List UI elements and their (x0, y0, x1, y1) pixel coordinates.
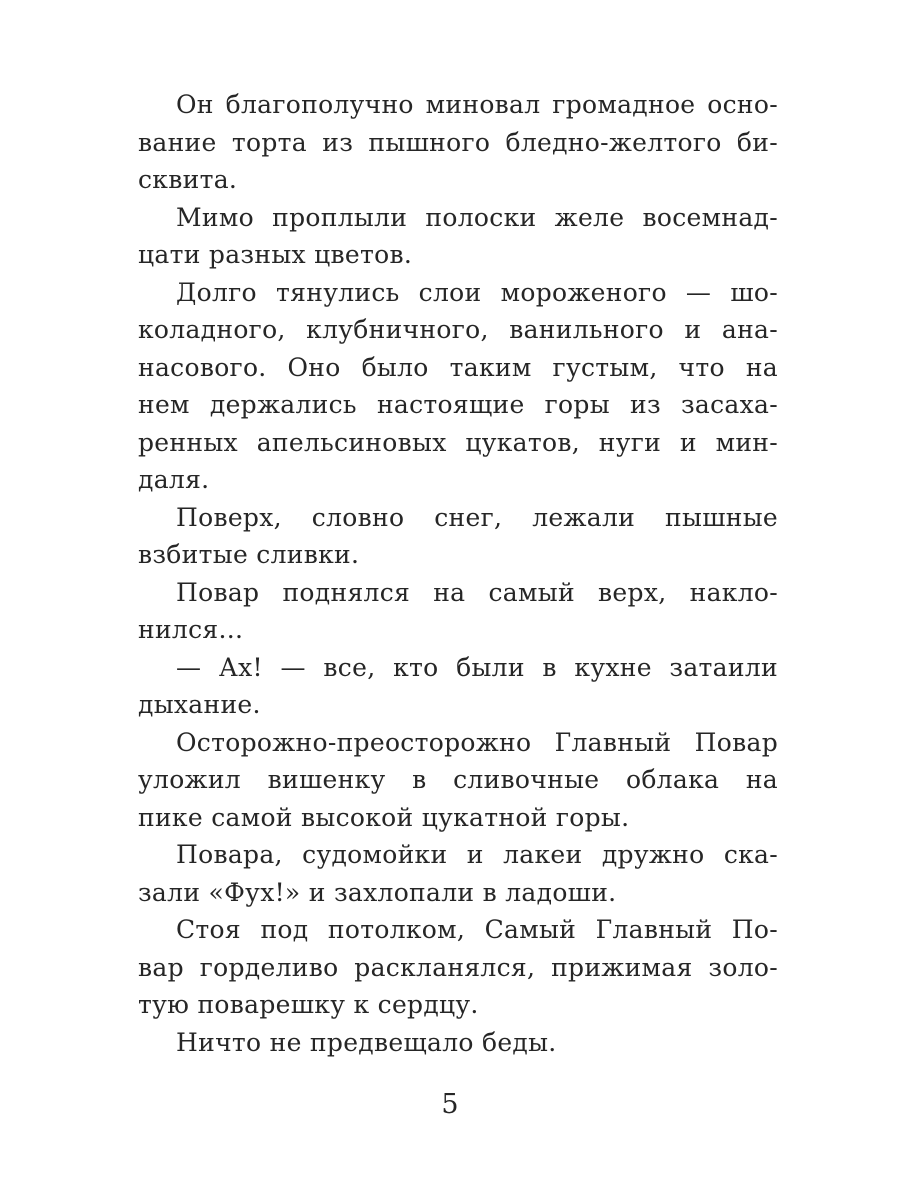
text-line: — Ах! — все, кто были в кухне затаили (176, 652, 778, 682)
text-line: ренных апельсиновых цукатов, нуги и мин- (138, 427, 778, 457)
paragraph (138, 911, 778, 1024)
text-line: вар горделиво раскланялся, прижимая золо- (138, 952, 778, 982)
body-text (138, 86, 778, 1061)
text-line: взбитые сливки. (138, 540, 360, 569)
text-line: сквита. (138, 165, 238, 194)
paragraph (138, 574, 778, 649)
text-line: нился... (138, 615, 244, 644)
text-line: Он благополучно миновал громадное осно- (176, 90, 778, 119)
text-line: Повара, судомойки и лакеи дружно ска- (176, 840, 778, 869)
text-line: Ничто не предвещало беды. (176, 1027, 557, 1057)
paragraph (138, 274, 778, 499)
text-line: Стоя под потолком, Самый Главный По- (176, 915, 778, 944)
text-line: цати разных цветов. (138, 240, 413, 269)
text-line: дыхание. (138, 690, 261, 719)
text-line: коладного, клубничного, ванильного и ана- (138, 315, 778, 344)
paragraph (138, 86, 778, 199)
text-line: Мимо проплыли полоски желе восемнад- (176, 202, 778, 232)
paragraph (138, 724, 778, 837)
text-line: пике самой высокой цукатной горы. (138, 802, 630, 832)
text-line: зали «Фух!» и захлопали в ладоши. (138, 877, 617, 907)
paragraph (138, 199, 778, 274)
paragraph (138, 499, 778, 574)
paragraph (138, 649, 778, 724)
text-line: Поверх, словно снег, лежали пышные (176, 502, 778, 532)
text-line: вание торта из пышного бледно-желтого би- (138, 127, 778, 157)
text-line: тую поварешку к сердцу. (138, 990, 479, 1019)
text-line: Повар поднялся на самый верх, накло- (176, 577, 778, 607)
text-line: даля. (138, 465, 210, 494)
text-line: Долго тянулись слои мороженого — шо- (176, 277, 778, 307)
page-number: 5 (441, 1089, 459, 1120)
paragraph (138, 1024, 778, 1062)
text-line: нем держались настоящие горы из засаха- (138, 390, 778, 419)
text-line: уложил вишенку в сливочные облака на (138, 765, 778, 794)
text-line: насового. Оно было таким густым, что на (138, 352, 778, 382)
text-line: Осторожно-преосторожно Главный Повар (176, 727, 778, 757)
paragraph (138, 836, 778, 911)
